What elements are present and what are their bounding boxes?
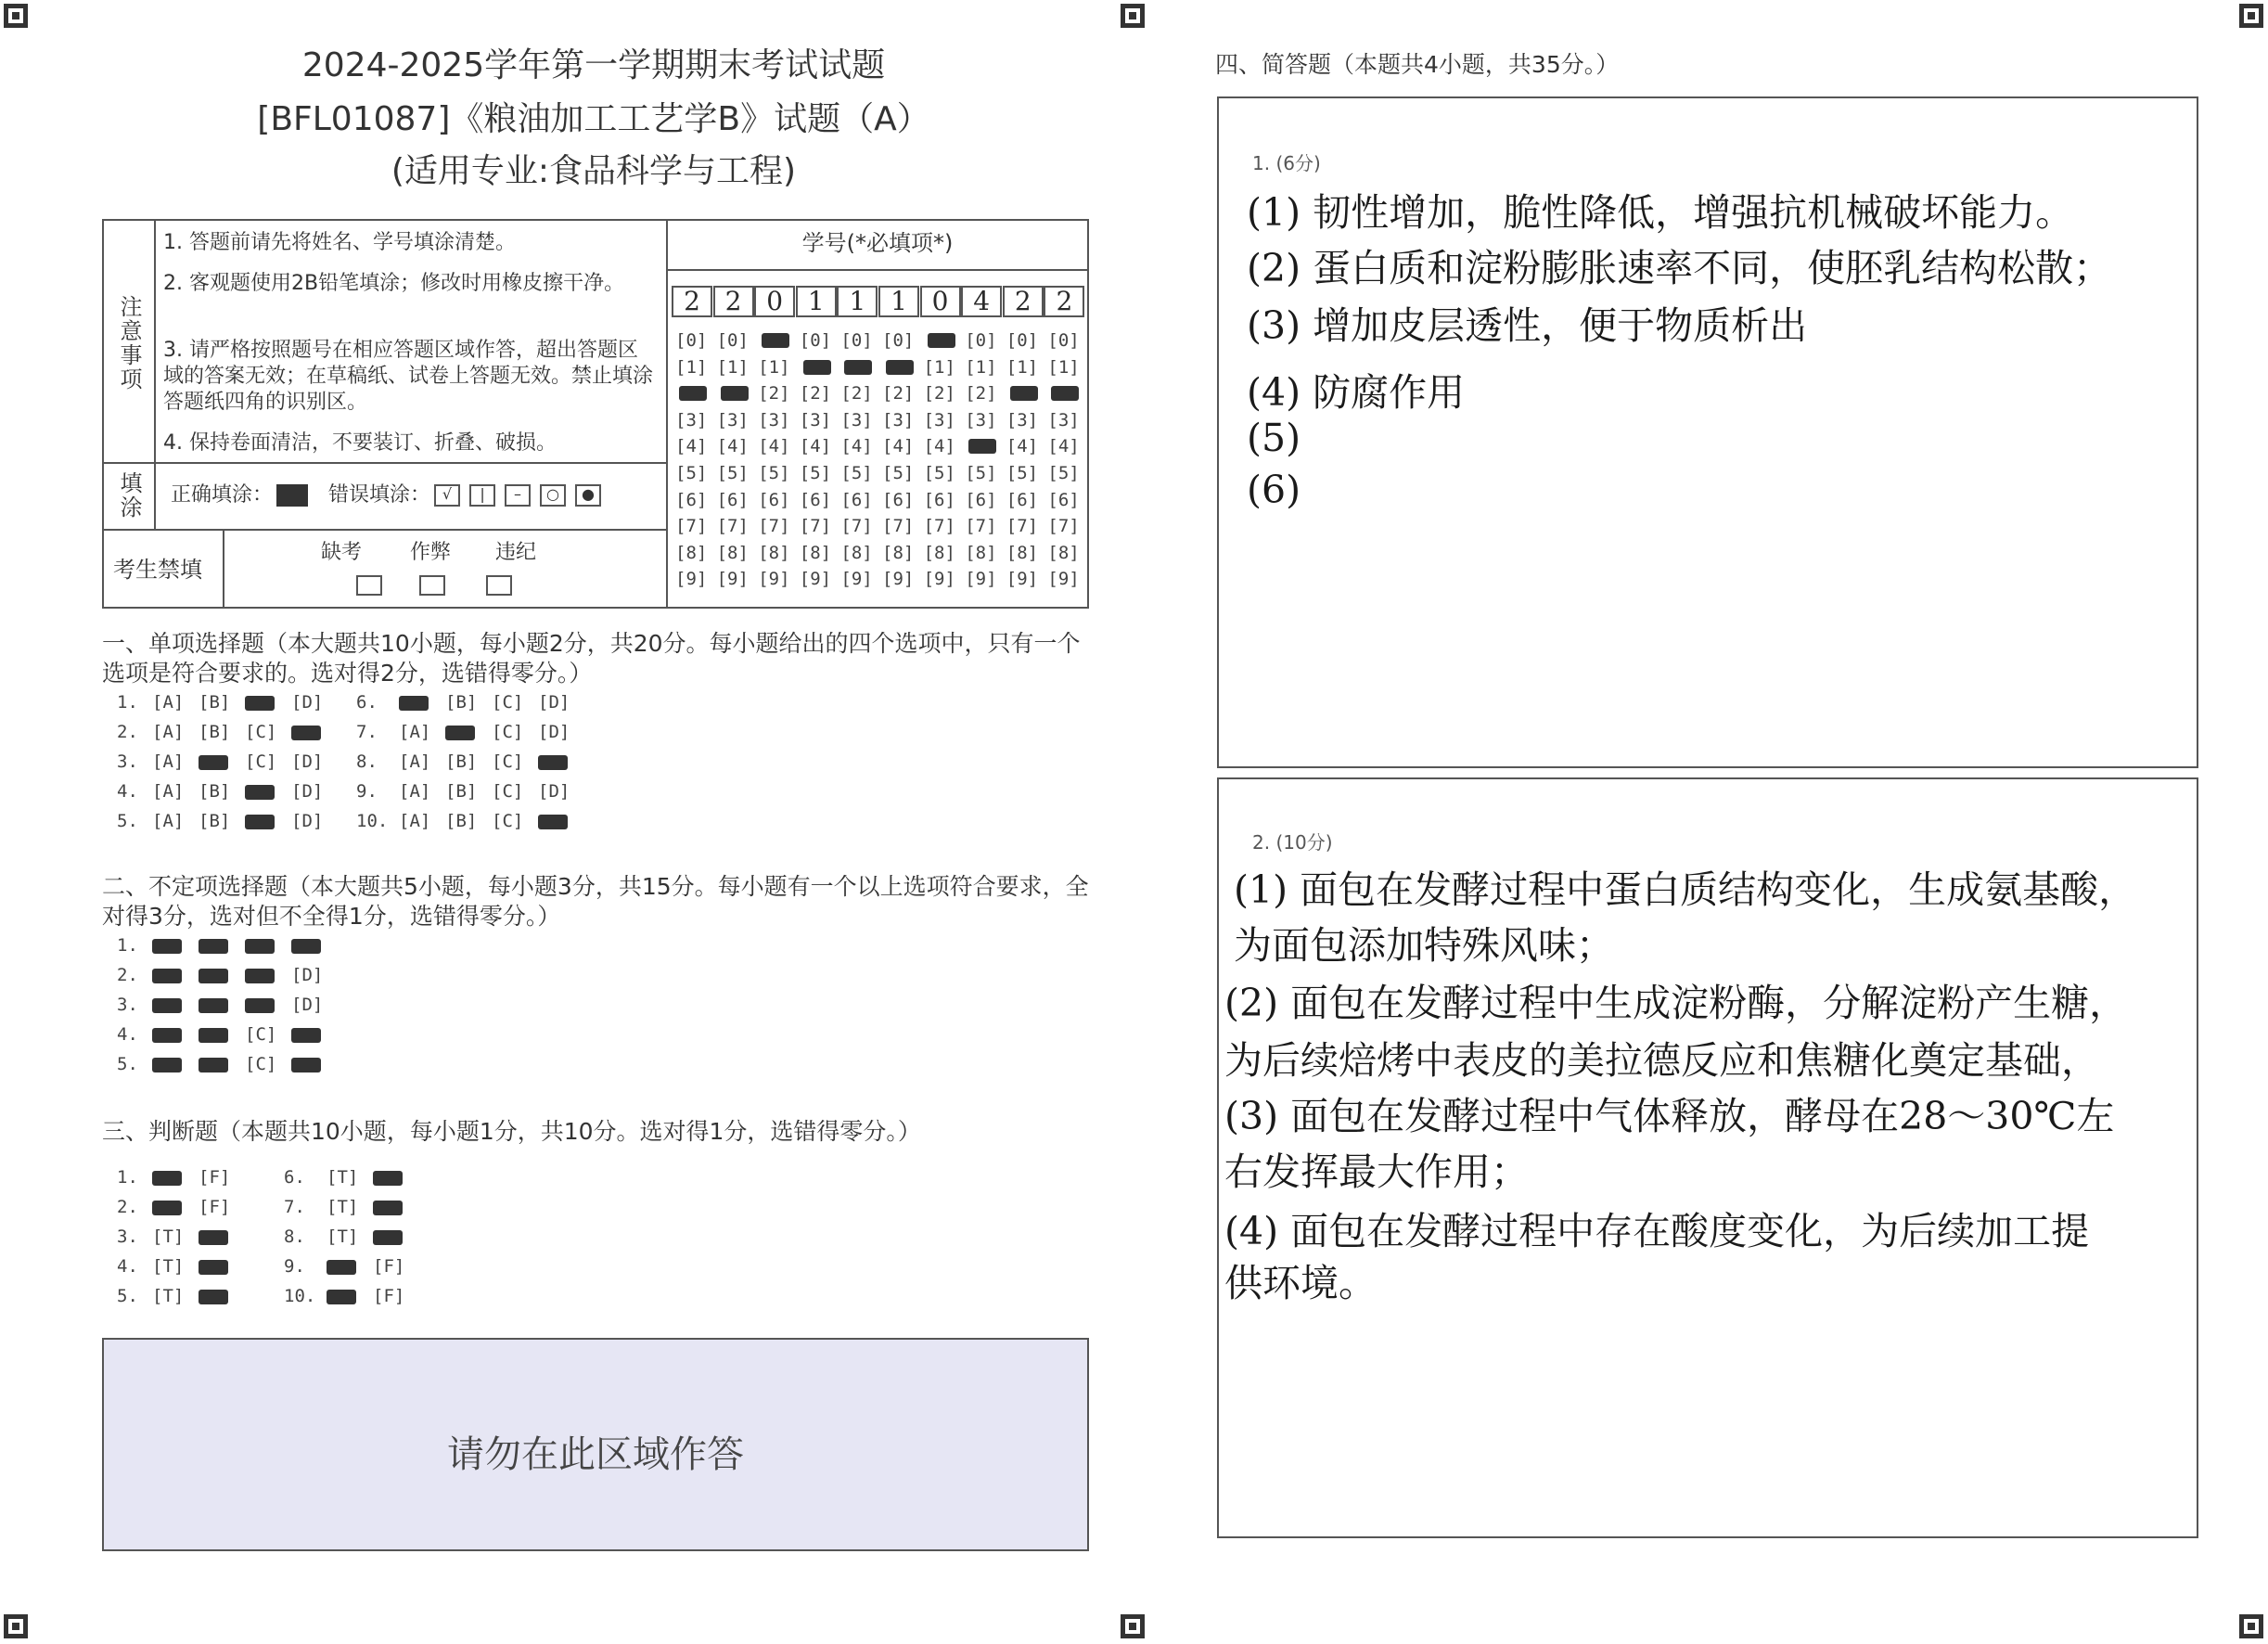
answer-bubble[interactable]: [C] — [245, 1054, 277, 1074]
answer-bubble[interactable]: [C] — [492, 811, 524, 831]
answer-bubble[interactable]: [A] — [152, 722, 185, 742]
question-number: 8. — [284, 1227, 305, 1247]
student-id-bubble-filled[interactable] — [928, 333, 955, 348]
student-id-bubble[interactable]: [4] — [1006, 436, 1039, 457]
student-id-bubble[interactable]: [1] — [1047, 356, 1080, 378]
answer-bubble-filled[interactable] — [152, 1058, 182, 1072]
question-number: 5. — [117, 1286, 138, 1306]
answer-bubble-filled[interactable] — [152, 1171, 182, 1186]
wrong-mark-check: √ — [434, 484, 460, 507]
student-id-digit-1: 2 — [672, 286, 712, 317]
answer-bubble-filled[interactable] — [399, 696, 429, 711]
question-number: 8. — [356, 751, 378, 772]
q1-answer-line: (1) 韧性增加，脆性降低，增强抗机械破坏能力。 — [1247, 190, 2074, 235]
q1-label: 1. (6分) — [1252, 152, 1321, 174]
answer-bubble-filled[interactable] — [291, 726, 321, 740]
forbidden-label: 考生禁填 — [113, 557, 202, 583]
answer-bubble[interactable]: [B] — [199, 722, 231, 742]
student-id-bubble[interactable]: [5] — [1047, 463, 1080, 483]
answer-bubble-filled[interactable] — [199, 755, 228, 770]
answer-bubble[interactable]: [F] — [373, 1256, 405, 1277]
student-id-bubble-filled[interactable] — [1010, 386, 1038, 401]
answer-bubble[interactable]: [A] — [152, 781, 185, 802]
student-id-bubble[interactable]: [6] — [882, 489, 915, 510]
question-number: 1. — [117, 692, 138, 713]
answer-bubble-filled[interactable] — [373, 1171, 403, 1186]
student-id-bubble[interactable]: [0] — [965, 330, 997, 351]
answer-bubble[interactable]: [C] — [245, 751, 277, 772]
student-id-bubble[interactable]: [9] — [675, 569, 708, 590]
answer-bubble-filled[interactable] — [152, 998, 182, 1013]
s1-question-row — [117, 781, 338, 802]
student-id-bubble[interactable]: [0] — [716, 330, 749, 351]
student-id-bubble[interactable]: [4] — [840, 436, 873, 457]
q2-answer-line: (4) 面包在发酵过程中存在酸度变化，为后续加工提 — [1224, 1209, 2090, 1253]
answer-bubble-filled[interactable] — [199, 939, 228, 954]
s3-question-row — [117, 1227, 245, 1247]
student-id-bubble-filled[interactable] — [762, 333, 789, 348]
answer-bubble[interactable]: [D] — [291, 811, 324, 831]
answer-bubble[interactable]: [T] — [152, 1256, 185, 1277]
notice-item-4: 4. 保持卷面清洁，不要装订、折叠、破损。 — [163, 431, 557, 455]
question-number: 5. — [117, 1054, 138, 1074]
answer-bubble-filled[interactable] — [199, 1260, 228, 1275]
correct-fill-label: 正确填涂： — [171, 483, 274, 507]
answer-bubble[interactable]: [D] — [291, 781, 324, 802]
s3-question-row — [284, 1227, 419, 1247]
student-id-bubble[interactable]: [5] — [965, 463, 997, 483]
student-id-bubble[interactable]: [3] — [675, 409, 708, 430]
answer-bubble[interactable]: [B] — [199, 811, 231, 831]
q1-answer-line: (5) — [1247, 416, 1301, 460]
question-number: 1. — [117, 935, 138, 956]
major-line: (适用专业:食品科学与工程) — [391, 152, 797, 190]
section2-title: 二、不定项选择题（本大题共5小题，每小题3分，共15分。每小题有一个以上选项符合要求，全对得3分，选对但不全得1分，选错得零分。） — [102, 873, 1089, 930]
answer-bubble-filled[interactable] — [245, 785, 275, 800]
s2-question-row — [117, 995, 338, 1015]
s1-question-row — [356, 811, 584, 831]
answer-bubble[interactable]: [D] — [291, 751, 324, 772]
answer-bubble[interactable]: [B] — [445, 692, 478, 713]
s1-question-row — [356, 751, 584, 772]
answer-bubble-filled[interactable] — [152, 939, 182, 954]
student-id-bubble[interactable]: [9] — [716, 569, 749, 590]
student-id-bubble[interactable]: [9] — [799, 569, 832, 590]
student-id-bubble[interactable]: [0] — [1047, 330, 1080, 351]
answer-bubble[interactable]: [A] — [399, 722, 431, 742]
question-number: 7. — [356, 722, 378, 742]
wrong-mark-bar: | — [469, 484, 495, 507]
answer-bubble[interactable]: [C] — [245, 1024, 277, 1045]
q2-label: 2. (10分) — [1252, 831, 1333, 854]
question-number: 2. — [117, 1197, 138, 1217]
answer-bubble-filled[interactable] — [291, 939, 321, 954]
student-id-bubble[interactable]: [3] — [882, 409, 915, 430]
student-id-bubble[interactable]: [5] — [758, 463, 790, 483]
student-id-bubble[interactable]: [4] — [1047, 436, 1080, 457]
notice-side-label: 注意事项 — [116, 295, 142, 392]
answer-bubble[interactable]: [A] — [399, 781, 431, 802]
student-id-bubble[interactable]: [0] — [675, 330, 708, 351]
answer-bubble-filled[interactable] — [152, 969, 182, 983]
student-id-bubble[interactable]: [8] — [716, 542, 749, 563]
s2-question-row — [117, 935, 338, 956]
student-id-digit-10: 2 — [1044, 286, 1084, 317]
q1-answer-line: (6) — [1247, 468, 1301, 512]
student-id-bubble[interactable]: [3] — [716, 409, 749, 430]
student-id-bubble[interactable]: [8] — [675, 542, 708, 563]
student-id-bubble-filled[interactable] — [721, 386, 749, 401]
student-id-bubble-filled[interactable] — [886, 360, 914, 375]
answer-bubble[interactable]: [A] — [399, 751, 431, 772]
s1-question-row — [117, 751, 338, 772]
answer-bubble[interactable]: [C] — [492, 722, 524, 742]
corner-marker-top-left — [4, 4, 28, 28]
student-id-bubble[interactable]: [6] — [840, 489, 873, 510]
student-id-bubble[interactable]: [8] — [1006, 542, 1039, 563]
student-id-bubble[interactable]: [7] — [923, 516, 955, 537]
answer-bubble[interactable]: [C] — [492, 751, 524, 772]
student-id-digit-6: 1 — [878, 286, 919, 317]
question-number: 9. — [284, 1256, 305, 1277]
student-id-bubble[interactable]: [2] — [758, 383, 790, 405]
answer-bubble[interactable]: [C] — [492, 781, 524, 802]
student-id-bubble[interactable]: [2] — [799, 383, 832, 405]
student-id-bubble-filled[interactable] — [679, 386, 707, 401]
question-number: 3. — [117, 995, 138, 1015]
section1-title: 一、单项选择题（本大题共10小题，每小题2分，共20分。每小题给出的四个选项中，只有一个选项是符合要求的。选对得2分，选错得零分。） — [102, 630, 1081, 687]
q2-answer-line: (1) 面包在发酵过程中蛋白质结构变化，生成氨基酸， — [1234, 867, 2137, 912]
question-number: 10. — [284, 1286, 316, 1306]
question-number: 7. — [284, 1197, 305, 1217]
student-id-bubble[interactable]: [9] — [1047, 569, 1080, 590]
answer-bubble[interactable]: [D] — [291, 692, 324, 713]
q2-answer-line: 为面包添加特殊风味； — [1234, 923, 1614, 968]
answer-bubble[interactable]: [T] — [152, 1227, 185, 1247]
q1-answer-line: (3) 增加皮层透性，便于物质析出 — [1247, 303, 1808, 348]
student-id-bubble[interactable]: [6] — [758, 489, 790, 510]
student-id-bubble[interactable]: [7] — [1047, 516, 1080, 537]
answer-bubble-filled[interactable] — [245, 939, 275, 954]
question-number: 9. — [356, 781, 378, 802]
answer-bubble-filled[interactable] — [199, 998, 228, 1013]
answer-bubble-filled[interactable] — [291, 1058, 321, 1072]
answer-bubble[interactable]: [B] — [445, 781, 478, 802]
student-id-digit-7: 0 — [920, 286, 961, 317]
student-id-bubble[interactable]: [2] — [965, 383, 997, 405]
s2-question-row — [117, 1054, 338, 1074]
wrong-fill-label: 错误填涂： — [328, 483, 431, 507]
answer-bubble-filled[interactable] — [199, 1230, 228, 1245]
answer-bubble-filled[interactable] — [373, 1201, 403, 1215]
answer-bubble[interactable]: [B] — [199, 781, 231, 802]
corner-marker-top-middle — [1121, 4, 1145, 28]
student-id-digit-5: 1 — [837, 286, 878, 317]
question-number: 6. — [356, 692, 378, 713]
answer-bubble[interactable]: [A] — [399, 811, 431, 831]
corner-marker-bottom-middle — [1121, 1614, 1145, 1638]
q2-answer-line: 供环境。 — [1224, 1261, 1377, 1305]
q1-answer-line: (4) 防腐作用 — [1247, 370, 1466, 415]
s3-question-row — [117, 1286, 245, 1306]
student-id-bubble[interactable]: [7] — [965, 516, 997, 537]
student-id-bubble[interactable]: [7] — [1006, 516, 1039, 537]
corner-marker-top-right — [2239, 4, 2263, 28]
s1-question-row — [117, 692, 338, 713]
student-id-bubble[interactable]: [8] — [840, 542, 873, 563]
s3-question-row — [284, 1256, 419, 1277]
student-id-bubble[interactable]: [8] — [923, 542, 955, 563]
q2-answer-line: (2) 面包在发酵过程中生成淀粉酶，分解淀粉产生糖， — [1224, 981, 2128, 1025]
correct-fill-sample — [276, 484, 308, 507]
answer-bubble[interactable]: [B] — [199, 692, 231, 713]
student-id-bubble[interactable]: [0] — [882, 330, 915, 351]
s1-question-row — [117, 722, 338, 742]
q2-answer-line: 右发挥最大作用； — [1224, 1150, 1529, 1194]
answer-bubble-filled[interactable] — [327, 1260, 356, 1275]
student-id-bubble[interactable]: [8] — [965, 542, 997, 563]
student-id-bubble[interactable]: [6] — [965, 489, 997, 510]
answer-bubble[interactable]: [A] — [152, 811, 185, 831]
student-id-bubble[interactable]: [7] — [840, 516, 873, 537]
s1-question-row — [356, 781, 584, 802]
student-id-bubble[interactable]: [8] — [799, 542, 832, 563]
student-id-bubble[interactable]: [6] — [1047, 489, 1080, 510]
student-id-bubble[interactable]: [8] — [1047, 542, 1080, 563]
student-id-bubble[interactable]: [2] — [923, 383, 955, 405]
student-id-bubble[interactable]: [7] — [882, 516, 915, 537]
answer-bubble[interactable]: [D] — [538, 692, 570, 713]
student-id-bubble[interactable]: [5] — [840, 463, 873, 483]
question-number: 5. — [117, 811, 138, 831]
fill-instructions — [171, 482, 662, 508]
course-title: [BFL01087]《粮油加工工艺学B》试题（A） — [257, 100, 930, 138]
forbidden-absent: 缺考 — [321, 541, 363, 564]
student-id-bubble[interactable]: [4] — [923, 436, 955, 457]
student-id-bubble[interactable]: [9] — [1006, 569, 1039, 590]
answer-bubble[interactable]: [D] — [291, 965, 324, 985]
student-id-digit-8: 4 — [961, 286, 1002, 317]
answer-bubble-filled[interactable] — [152, 1201, 182, 1215]
s2-question-row — [117, 1024, 338, 1045]
question-number: 10. — [356, 811, 389, 831]
notice-item-1: 1. 答题前请先将姓名、学号填涂清楚。 — [163, 231, 516, 254]
answer-bubble[interactable]: [A] — [152, 751, 185, 772]
student-id-bubble[interactable]: [3] — [1047, 409, 1080, 430]
answer-bubble-filled[interactable] — [245, 969, 275, 983]
s3-question-row — [284, 1197, 419, 1217]
student-id-bubble[interactable]: [3] — [1006, 409, 1039, 430]
student-id-bubble[interactable]: [6] — [923, 489, 955, 510]
s3-question-row — [284, 1286, 419, 1306]
answer-bubble[interactable]: [B] — [445, 811, 478, 831]
no-answer-zone — [102, 1338, 1089, 1551]
student-id-bubble[interactable]: [0] — [840, 330, 873, 351]
student-id-bubble[interactable]: [5] — [716, 463, 749, 483]
student-id-digit-4: 1 — [796, 286, 837, 317]
section4-title: 四、简答题（本题共4小题，共35分。） — [1215, 51, 1620, 78]
student-id-bubble[interactable]: [3] — [758, 409, 790, 430]
answer-bubble[interactable]: [T] — [327, 1197, 359, 1217]
answer-bubble-filled[interactable] — [199, 1290, 228, 1304]
answer-bubble[interactable]: [D] — [538, 781, 570, 802]
answer-bubble-filled[interactable] — [538, 755, 568, 770]
s3-question-row — [117, 1256, 245, 1277]
student-id-bubble[interactable]: [6] — [799, 489, 832, 510]
student-id-digit-9: 2 — [1003, 286, 1044, 317]
exam-title: 2024-2025学年第一学期期末考试试题 — [301, 46, 886, 84]
student-id-bubble[interactable]: [3] — [840, 409, 873, 430]
student-id-bubble-filled[interactable] — [968, 439, 996, 454]
notice-item-3: 3. 请严格按照题号在相应答题区域作答，超出答题区域的答案无效；在草稿纸、试卷上答题无效。禁止填涂答题纸四角的识别区。 — [163, 339, 654, 414]
student-id-bubble[interactable]: [5] — [1006, 463, 1039, 483]
question-number: 4. — [117, 1024, 138, 1045]
no-answer-zone-text: 请勿在此区域作答 — [447, 1433, 744, 1476]
s1-question-row — [356, 722, 584, 742]
answer-bubble-filled[interactable] — [327, 1290, 356, 1304]
student-id-bubble[interactable]: [9] — [758, 569, 790, 590]
notice-item-2: 2. 客观题使用2B铅笔填涂；修改时用橡皮擦干净。 — [163, 272, 625, 295]
student-id-bubble-filled[interactable] — [803, 360, 831, 375]
answer-bubble-filled[interactable] — [199, 1028, 228, 1043]
forbidden-box-violation[interactable] — [486, 575, 512, 596]
section3-title: 三、判断题（本题共10小题，每小题1分，共10分。选对得1分，选错得零分。） — [102, 1118, 921, 1145]
question-number: 2. — [117, 965, 138, 985]
answer-bubble[interactable]: [T] — [152, 1286, 185, 1306]
answer-bubble[interactable]: [T] — [327, 1227, 359, 1247]
forbidden-box-absent[interactable] — [356, 575, 382, 596]
student-id-bubble[interactable]: [0] — [799, 330, 832, 351]
wrong-mark-dash: – — [505, 484, 531, 507]
student-id-bubble[interactable]: [3] — [965, 409, 997, 430]
student-id-bubble[interactable]: [5] — [799, 463, 832, 483]
question-number: 6. — [284, 1167, 305, 1188]
answer-bubble-filled[interactable] — [291, 1028, 321, 1043]
student-id-bubble[interactable]: [6] — [1006, 489, 1039, 510]
q2-answer-line: (3) 面包在发酵过程中气体释放，酵母在28～30℃左 — [1224, 1094, 2115, 1138]
student-id-bubble[interactable]: [1] — [965, 356, 997, 378]
student-id-bubble-filled[interactable] — [844, 360, 872, 375]
answer-bubble[interactable]: [F] — [199, 1167, 231, 1188]
student-id-bubble[interactable]: [4] — [675, 436, 708, 457]
student-id-bubble[interactable]: [7] — [758, 516, 790, 537]
question-number: 4. — [117, 1256, 138, 1277]
answer-bubble-filled[interactable] — [245, 998, 275, 1013]
question-number: 3. — [117, 751, 138, 772]
answer-bubble[interactable]: [D] — [291, 995, 324, 1015]
corner-marker-bottom-left — [4, 1614, 28, 1638]
corner-marker-bottom-right — [2239, 1614, 2263, 1638]
s1-question-row — [356, 692, 584, 713]
student-id-bubble[interactable]: [6] — [716, 489, 749, 510]
student-id-digit-2: 2 — [713, 286, 754, 317]
question-number: 2. — [117, 722, 138, 742]
forbidden-cheat: 作弊 — [410, 541, 452, 564]
answer-bubble[interactable]: [A] — [152, 692, 185, 713]
question-number: 3. — [117, 1227, 138, 1247]
answer-bubble-filled[interactable] — [538, 815, 568, 829]
answer-bubble[interactable]: [C] — [492, 692, 524, 713]
answer-bubble[interactable]: [D] — [538, 722, 570, 742]
s2-question-row — [117, 965, 338, 985]
s3-question-row — [117, 1167, 245, 1188]
answer-bubble[interactable]: [F] — [199, 1197, 231, 1217]
answer-bubble-filled[interactable] — [373, 1230, 403, 1245]
answer-bubble[interactable]: [F] — [373, 1286, 405, 1306]
answer-bubble-filled[interactable] — [199, 1058, 228, 1072]
student-id-bubble[interactable]: [5] — [923, 463, 955, 483]
student-id-bubble[interactable]: [1] — [923, 356, 955, 378]
student-id-bubble[interactable]: [7] — [675, 516, 708, 537]
forbidden-violation: 违纪 — [495, 541, 537, 564]
student-id-bubble[interactable]: [8] — [758, 542, 790, 563]
student-id-bubble[interactable]: [5] — [675, 463, 708, 483]
forbidden-box-cheat[interactable] — [419, 575, 445, 596]
q1-answer-line: (2) 蛋白质和淀粉膨胀速率不同，使胚乳结构松散； — [1247, 246, 2112, 290]
student-id-label: 学号(*必填项*) — [801, 230, 954, 256]
fill-side-label: 填涂 — [116, 471, 142, 520]
student-id-bubble[interactable]: [9] — [923, 569, 955, 590]
wrong-mark-circle: ○ — [540, 484, 566, 507]
s3-question-row — [117, 1197, 245, 1217]
student-id-bubble[interactable]: [7] — [716, 516, 749, 537]
student-id-bubble[interactable]: [8] — [882, 542, 915, 563]
answer-bubble-filled[interactable] — [199, 969, 228, 983]
answer-bubble[interactable]: [B] — [445, 751, 478, 772]
student-id-digit-3: 0 — [754, 286, 795, 317]
question-number: 4. — [117, 781, 138, 802]
student-id-bubble[interactable]: [1] — [1006, 356, 1039, 378]
question-number: 1. — [117, 1167, 138, 1188]
answer-bubble-filled[interactable] — [245, 815, 275, 829]
student-id-bubble[interactable]: [0] — [1006, 330, 1039, 351]
student-id-bubble[interactable]: [1] — [758, 356, 790, 378]
student-id-bubble[interactable]: [1] — [675, 356, 708, 378]
student-id-bubble[interactable]: [3] — [799, 409, 832, 430]
answer-bubble-filled[interactable] — [245, 696, 275, 711]
answer-bubble[interactable]: [C] — [245, 722, 277, 742]
answer-bubble-filled[interactable] — [445, 726, 475, 740]
student-id-bubble[interactable]: [1] — [716, 356, 749, 378]
student-id-bubble[interactable]: [2] — [840, 383, 873, 405]
student-id-bubble[interactable]: [4] — [882, 436, 915, 457]
s3-question-row — [284, 1167, 419, 1188]
student-id-bubble[interactable]: [4] — [799, 436, 832, 457]
wrong-mark-dot: ● — [575, 484, 601, 507]
answer-bubble[interactable]: [T] — [327, 1167, 359, 1188]
answer-bubble-filled[interactable] — [152, 1028, 182, 1043]
student-id-bubble[interactable]: [9] — [840, 569, 873, 590]
student-id-bubble[interactable]: [4] — [758, 436, 790, 457]
student-id-bubble[interactable]: [4] — [716, 436, 749, 457]
student-id-bubble[interactable]: [5] — [882, 463, 915, 483]
q2-answer-line: 为后续焙烤中表皮的美拉德反应和焦糖化奠定基础， — [1224, 1038, 2099, 1083]
student-id-bubble[interactable]: [6] — [675, 489, 708, 510]
s1-question-row — [117, 811, 338, 831]
student-id-bubble[interactable]: [9] — [882, 569, 915, 590]
student-id-bubble[interactable]: [3] — [923, 409, 955, 430]
student-id-bubble[interactable]: [9] — [965, 569, 997, 590]
student-id-bubble-filled[interactable] — [1051, 386, 1079, 401]
student-id-bubble[interactable]: [2] — [882, 383, 915, 405]
student-id-bubble[interactable]: [7] — [799, 516, 832, 537]
